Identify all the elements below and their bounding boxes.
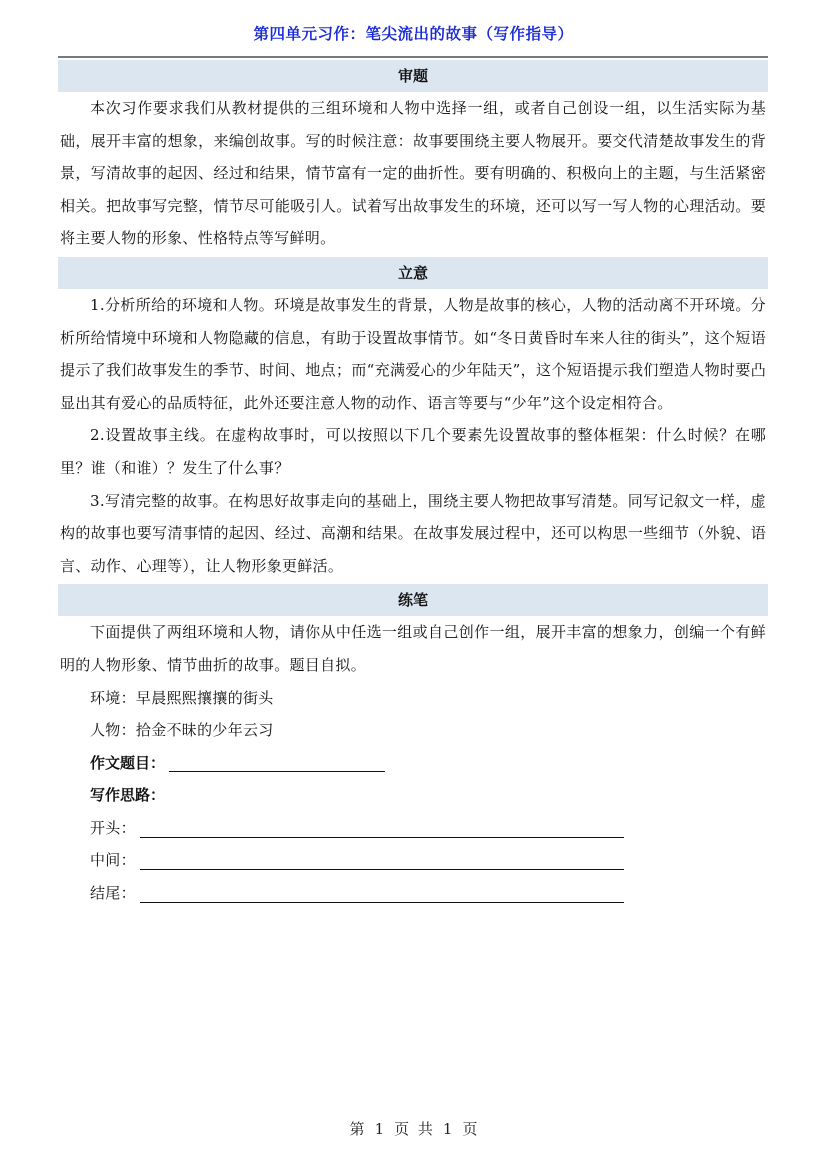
footer-middle: 页 共 [394,1120,433,1138]
practice-intro: 下面提供了两组环境和人物，请你从中任选一组或自己创作一组，展开丰富的想象力，创编一个有鲜明的人物形象、情节曲折的故事。题目自拟。 [60,623,766,674]
concept-paragraph-1: 1.分析所给的环境和人物。环境是故事发生的背景，人物是故事的核心，人物的活动离不开环境。分析所给情境中环境和人物隐藏的信息，有助于设置故事情节。如“冬日黄昏时车来人往的街头”，这个短语提示了我们故事发生的季节、时间、地点；而“充满爱心的少年陆天”，这个短语提示我们塑造人物时要凸显出其有爱心的品质特征，此外还要注意人物的动作、语言等要与“少年”这个设定相符合。 [60,295,766,412]
page-footer [0,1118,827,1139]
practice-environment: 环境：早晨熙熙攘攘的街头 [90,688,274,707]
section-header-review: 审题 [58,60,768,92]
concept-paragraph-2: 2.设置故事主线。在虚构故事时，可以按照以下几个要素先设置故事的整体框架：什么时候？在哪里？谁（和谁）？发生了什么事？ [60,426,766,477]
footer-prefix: 第 [349,1120,365,1138]
footer-suffix: 页 [462,1120,478,1138]
footer-total-pages: 1 [442,1120,453,1138]
document-title: 第四单元习作：笔尖流出的故事（写作指导） [253,25,574,43]
section-header-concept: 立意 [58,257,768,289]
outline-middle-blank[interactable] [140,851,624,870]
outline-row-ending [58,877,768,910]
section-header-practice: 练笔 [58,584,768,616]
footer-current-page: 1 [374,1120,385,1138]
outline-ending-label: 结尾： [90,884,136,903]
essay-title-blank[interactable] [169,753,385,772]
outline-opening-blank[interactable] [140,819,624,838]
document-body [58,56,768,910]
outline-heading-row [58,779,768,812]
concept-paragraph-3: 3.写清完整的故事。在构思好故事走向的基础上，围绕主要人物把故事写清楚。同写记叙文一样，虚构的故事也要写清事情的起因、经过、高潮和结果。在故事发展过程中，还可以构思一些细节（外貌、语言、动作、心理等），让人物形象更鲜活。 [60,491,766,575]
outline-opening-label: 开头： [90,818,136,837]
essay-title-label: 作文题目： [90,753,166,772]
practice-character: 人物：拾金不昧的少年云习 [90,721,274,740]
essay-title-row [58,747,768,780]
outline-ending-blank[interactable] [140,884,624,903]
outline-row-middle [58,844,768,877]
outline-middle-label: 中间： [90,851,136,870]
outline-label: 写作思路： [90,786,166,805]
review-paragraph: 本次习作要求我们从教材提供的三组环境和人物中选择一组，或者自己创设一组，以生活实际为基础，展开丰富的想象，来编创故事。写的时候注意：故事要围绕主要人物展开。要交代清楚故事发生的背景，写清故事的起因、经过和结果，情节富有一定的曲折性。要有明确的、积极向上的主题，与生活紧密相关。把故事写完整，情节尽可能吸引人。试着写出故事发生的环境，还可以写一写人物的心理活动。要将主要人物的形象、性格特点等写鲜明。 [60,99,766,248]
outline-row-opening [58,812,768,845]
